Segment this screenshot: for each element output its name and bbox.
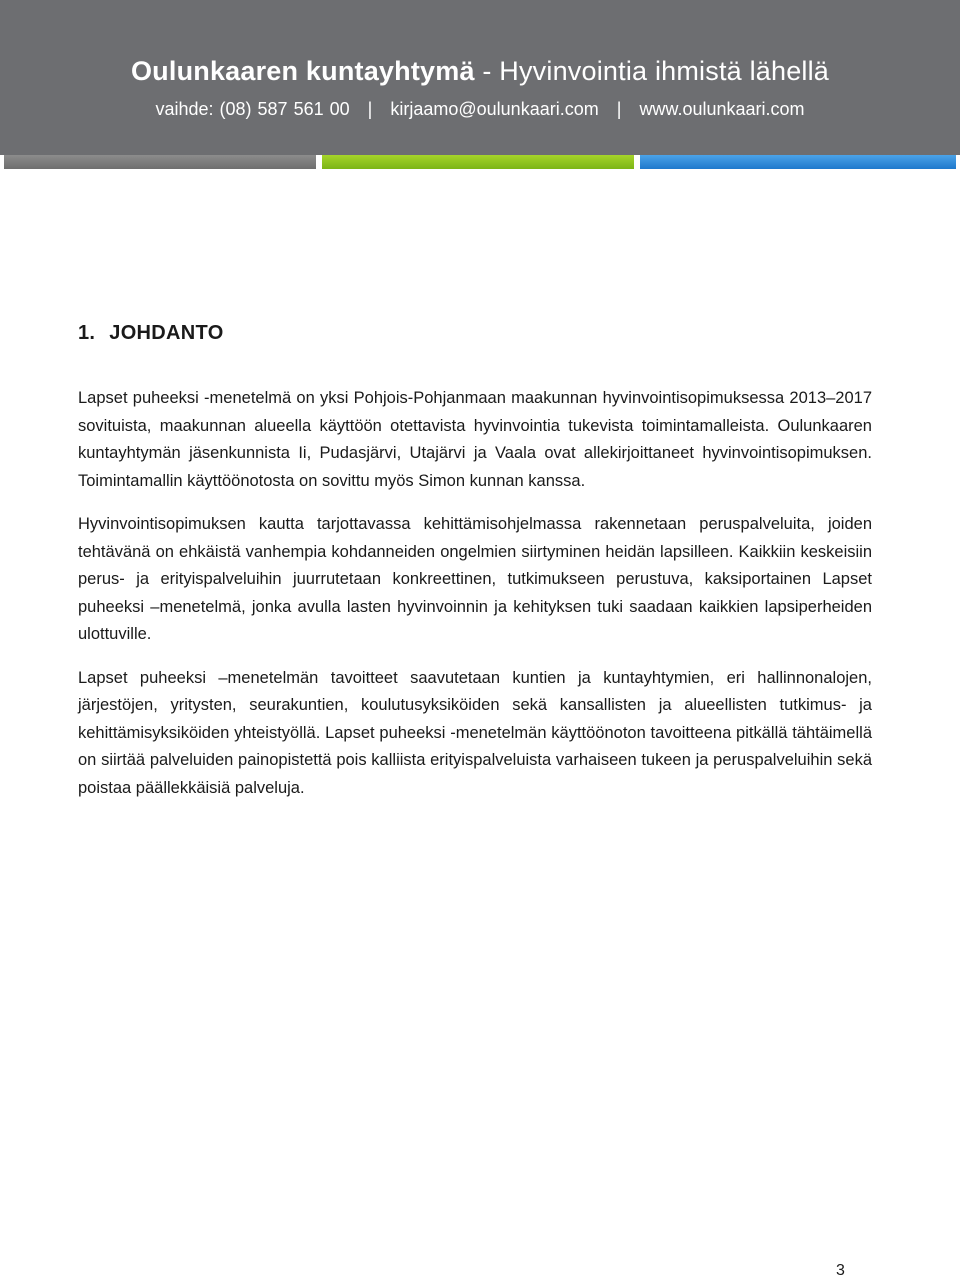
header-title bbox=[0, 56, 960, 87]
contact-divider: | bbox=[616, 99, 622, 119]
grey-stripe bbox=[4, 155, 316, 169]
section-heading bbox=[78, 322, 872, 345]
blue-stripe bbox=[640, 155, 956, 169]
page-number: 3 bbox=[836, 1262, 845, 1279]
document-body bbox=[78, 322, 872, 818]
green-stripe bbox=[322, 155, 634, 169]
organization-slogan: Hyvinvointia ihmistä lähellä bbox=[499, 56, 830, 86]
paragraph-goals: Lapset puheeksi –menetelmän tavoitteet saavutetaan kuntien ja kuntayhtymien, eri hallinnonalojen, järjestöjen, yritysten, seurakuntien, koulutusyksiköiden sekä kansallisten ja alueellisten tutkimus- ja kehittämisyksiköiden yhteistyöllä. Lapset puheeksi -menetelmän käyttöönoton tavoitteena pitkällä tähtäimellä on siirtää palveluiden painopistettä pois kalliista erityispalveluista varhaiseen tukeen ja peruspalveluihin sekä poistaa päällekkäisiä palveluja. bbox=[78, 668, 872, 797]
paragraph-program: Hyvinvointisopimuksen kautta tarjottavassa kehittämisohjelmassa rakennetaan peruspalveluita, joiden tehtävänä on ehkäistä vanhempia kohdanneiden ongelmien siirtyminen heidän lapsilleen. Kaikkiin keskeisiin perus- ja erityispalveluihin juurrutetaan konkreettinen, tutkimukseen perustuva, kaksiportainen Lapset puheeksi –menetelmä, jonka avulla lasten hyvinvoinnin ja kehityksen tuki saadaan kaikkien lapsiperheiden ulottuville. bbox=[78, 515, 872, 643]
paragraph-intro: Lapset puheeksi -menetelmä on yksi Pohjois-Pohjanmaan maakunnan hyvinvointisopimuksessa 2013–2017 sovituista, maakunnan alueella käyttöön otettavista hyvinvointia tukevista toimintamalleista. Oulunkaaren kuntayhtymän jäsenkunnista Ii, Pudasjärvi, Utajärvi ja Vaala ovat allekirjoittaneet hyvinvointisopimuksen. Toimintamallin käyttöönotosta on sovittu myös Simon kunnan kanssa. bbox=[78, 389, 872, 490]
header-contact-line bbox=[0, 99, 960, 120]
organization-name: Oulunkaaren kuntayhtymä bbox=[130, 56, 475, 86]
website-address: www.oulunkaari.com bbox=[639, 99, 805, 119]
header-color-stripes bbox=[0, 155, 960, 169]
title-separator: - bbox=[482, 56, 492, 86]
section-title: JOHDANTO bbox=[109, 322, 224, 344]
email-address: kirjaamo@oulunkaari.com bbox=[390, 99, 599, 119]
contact-divider: | bbox=[367, 99, 373, 119]
page-header bbox=[0, 0, 960, 155]
section-number: 1. bbox=[78, 322, 96, 344]
phone-number: vaihde: (08) 587 561 00 bbox=[155, 99, 350, 119]
